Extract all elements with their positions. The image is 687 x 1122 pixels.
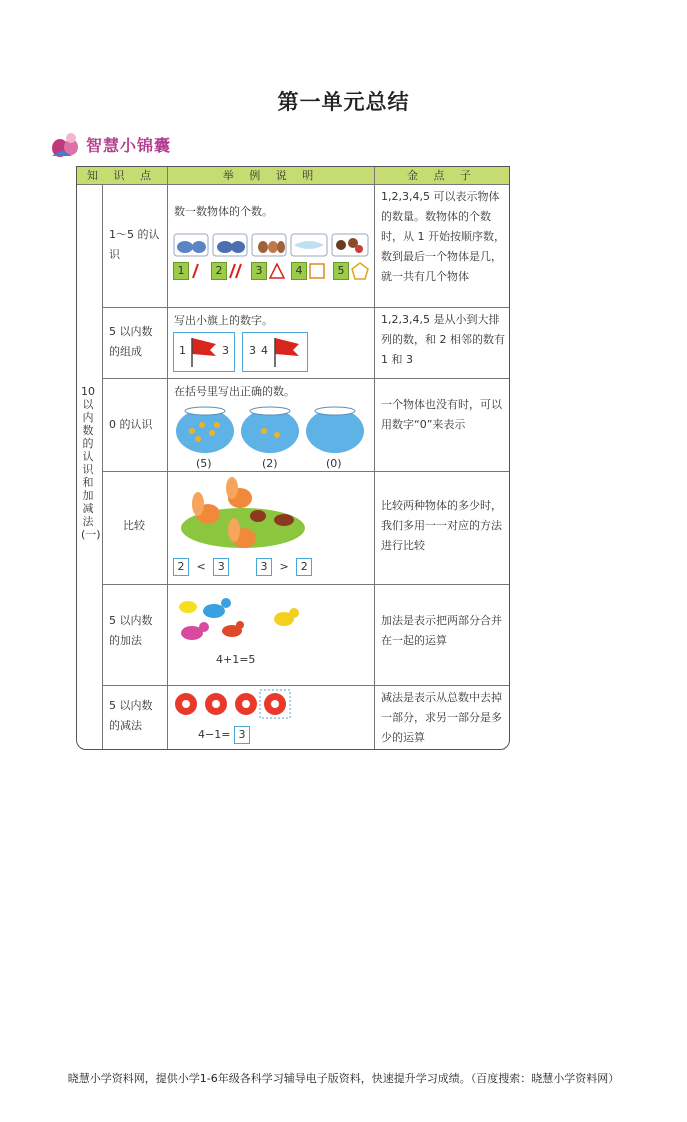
red-flag-icon <box>190 336 220 368</box>
flag-card <box>242 332 308 372</box>
side-label-column <box>77 185 103 749</box>
mascot-icon <box>50 130 80 158</box>
sticks-icon <box>229 263 243 279</box>
pentagon-icon <box>351 262 369 280</box>
tip-cell: 减法是表示从总数中去掉一部分，求另一部分是多少的运算 <box>381 691 502 744</box>
subtraction-equation <box>198 726 250 744</box>
square-icon <box>309 263 325 279</box>
page-title: 第一单元总结 <box>277 90 410 114</box>
flag-number: 3 <box>222 344 229 357</box>
instruction-text: 写出小旗上的数字。 <box>174 314 273 327</box>
instruction-text: 在括号里写出正确的数。 <box>174 385 295 398</box>
number-box: 3 <box>251 262 267 280</box>
tip-cell: 一个物体也没有时，可以用数字“0”来表示 <box>381 398 502 431</box>
number-box: 5 <box>333 262 349 280</box>
comparison-box: 2 <box>173 558 189 576</box>
animal-pictures <box>173 233 369 257</box>
tip-cell: 加法是表示把两部分合并在一起的运算 <box>381 614 502 647</box>
topic-cell: 5 以内数的组成 <box>109 325 153 358</box>
answer-box: 3 <box>234 726 250 744</box>
table-row <box>103 185 509 308</box>
comparison-left <box>173 558 229 576</box>
topic-cell: 5 以内数的加法 <box>109 614 153 647</box>
comparison-box: 3 <box>256 558 272 576</box>
flowers-picture <box>172 689 292 719</box>
number-shapes-row <box>173 261 373 281</box>
topic-cell: 1～5 的认识 <box>109 228 160 261</box>
red-flag-icon <box>273 336 303 368</box>
flag-number: 4 <box>261 344 268 357</box>
topic-cell: 0 的认识 <box>109 418 153 431</box>
section-heading <box>50 130 171 158</box>
tip-cell: 1,2,3,4,5 是从小到大排列的数，和 2 相邻的数有 1 和 3 <box>381 313 505 366</box>
fishbowls-picture <box>172 403 372 455</box>
stick-icon <box>191 263 201 279</box>
birds-picture <box>174 595 304 647</box>
comparison-box: 3 <box>213 558 229 576</box>
flag-card <box>173 332 235 372</box>
equation-text: 4+1=5 <box>216 653 256 666</box>
table-row <box>103 308 509 379</box>
topic-cell: 5 以内数的减法 <box>109 699 153 732</box>
table-row <box>103 379 509 472</box>
number-box: 2 <box>211 262 227 280</box>
comparison-sign: > <box>279 560 289 573</box>
section-label: 智慧小锦囊 <box>86 135 172 155</box>
tip-cell: 比较两种物体的多少时，我们多用一一对应的方法进行比较 <box>381 499 502 552</box>
table-row <box>103 585 509 686</box>
header-tip: 金 点 子 <box>375 167 509 185</box>
flag-number: 1 <box>179 344 186 357</box>
count-label: (0) <box>326 457 342 470</box>
comparison-box: 2 <box>296 558 312 576</box>
instruction-text: 数一数物体的个数。 <box>174 205 273 218</box>
tip-cell: 1,2,3,4,5 可以表示物体的数量。数物体的个数时，从 1 开始按顺序数，数到最后一个物体是几，就一共有几个物体 <box>381 190 505 283</box>
squirrels-picture <box>178 476 308 554</box>
flag-number: 3 <box>249 344 256 357</box>
comparison-right <box>256 558 312 576</box>
table-row <box>103 472 509 585</box>
comparison-sign: < <box>196 560 206 573</box>
table-row <box>103 686 509 749</box>
number-box: 4 <box>291 262 307 280</box>
triangle-icon <box>269 263 285 279</box>
side-label: 10以内数的认识和加减法(一) <box>81 385 101 541</box>
footer-text: 晓慧小学资料网，提供小学1-6年级各科学习辅导电子版资料，快速提升学习成绩。（百度搜索：晓慧小学资料网） <box>67 1072 620 1085</box>
count-label: (5) <box>196 457 212 470</box>
number-box: 1 <box>173 262 189 280</box>
topic-cell: 比较 <box>123 519 145 532</box>
summary-table <box>76 166 510 750</box>
header-topic: 知 识 点 <box>77 167 168 185</box>
header-example: 举 例 说 明 <box>168 167 375 185</box>
equation-text: 4−1= <box>198 728 231 741</box>
count-label: (2) <box>262 457 278 470</box>
